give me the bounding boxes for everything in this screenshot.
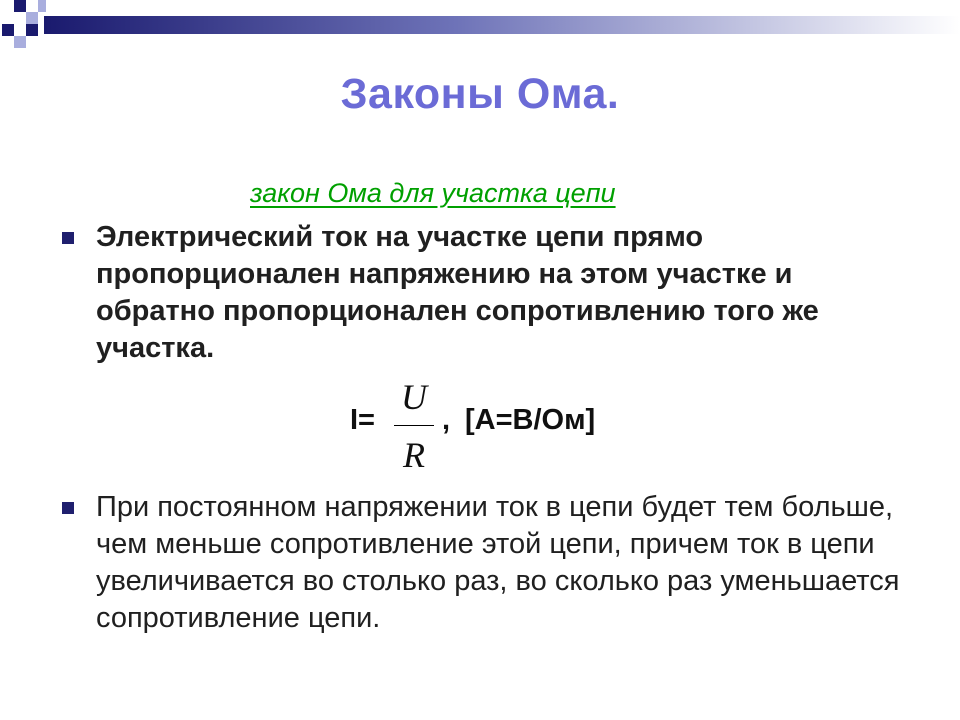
ohm-formula xyxy=(350,377,650,475)
bullet-text-current-resistance: При постоянном напряжении ток в цепи будет тем больше, чем меньше сопротивление этой цепи, причем ток в цепи увеличивается во столько раз, во сколько раз уменьшается сопротивление цепи. xyxy=(96,491,900,634)
formula-units: [А=В/Ом] xyxy=(465,404,596,436)
slide-subtitle: закон Ома для участка цепи xyxy=(250,178,616,208)
decorative-header-bar xyxy=(0,0,960,50)
formula-denominator: R xyxy=(403,435,425,475)
bullet-text-ohm-law: Электрический ток на участке цепи прямо пропорционален напряжению на этом участке и обратно пропорционален сопротивлению того же участка. xyxy=(96,221,819,364)
formula-comma: , xyxy=(442,404,451,436)
fraction-bar xyxy=(394,425,434,426)
bullet-marker xyxy=(62,502,74,514)
slide-title: Законы Ома. xyxy=(340,70,620,118)
formula-lhs: I= xyxy=(350,404,375,436)
bullet-marker xyxy=(62,232,74,244)
formula-numerator: U xyxy=(401,377,427,417)
